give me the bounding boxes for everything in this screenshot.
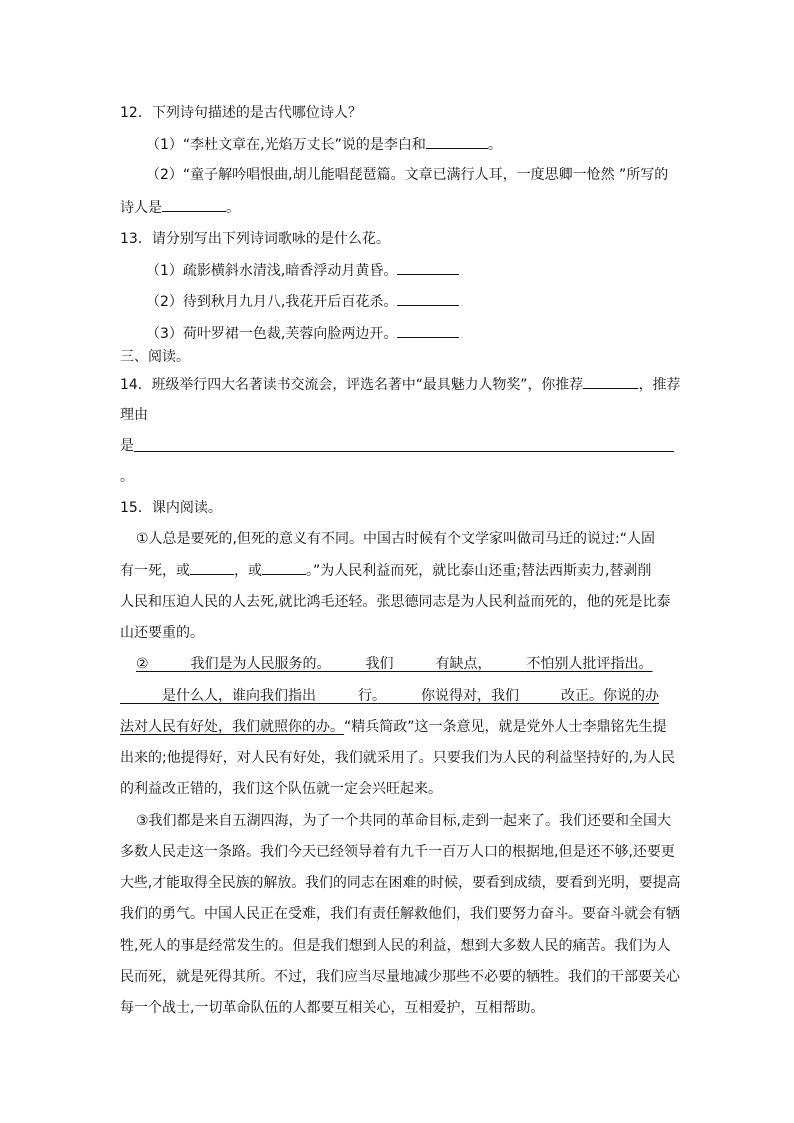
- paragraph1-line: 人民和压迫人民的人去死,就比鸿毛还轻。张思德同志是为人民利益而死的，他的死是比泰: [120, 594, 671, 610]
- q12-sub2: （2）“童子解吟唱恨曲,胡儿能唱琵琶篇。文章已满行人耳，一度思卿一怆然 ”所写的: [146, 167, 669, 183]
- q14-line2: 理由: [120, 407, 148, 423]
- paragraph3-line: 多数人民走这一条路。我们今天已经领导着有九千一百万人口的根据地,但是还不够,还要更: [120, 844, 675, 860]
- q14-line1-end: ，推荐: [638, 377, 681, 393]
- answer-blank[interactable]: [426, 134, 488, 149]
- paragraph2-line-underlined: ② 我们是为人民服务的。 我们 有缺点， 不怕别人批评指出。: [136, 656, 653, 672]
- paragraph3-line: 我们的勇气。中国人民正在受难，我们有责任解救他们，我们要努力奋斗。要奋斗就会有牺: [120, 906, 680, 922]
- answer-blank[interactable]: [262, 560, 306, 575]
- section-heading: 三、阅读。: [120, 349, 190, 365]
- q12-sub1: [146, 134, 502, 155]
- q12-sub2-cont-text: 诗人是: [120, 200, 162, 216]
- paragraph1-line: ①人总是要死的,但死的意义有不同。中国古时候有个文学家叫做司马迁的说过:“人固: [136, 531, 655, 547]
- answer-blank[interactable]: [397, 323, 459, 338]
- q13-sub3: [146, 323, 459, 344]
- q15-title: 15．课内阅读。: [120, 500, 222, 516]
- paragraph2-line: [120, 717, 667, 737]
- p1-text: ，或: [234, 563, 262, 579]
- answer-blank[interactable]: [583, 374, 639, 389]
- paragraph3-line: ③我们都是来自五湖四海，为了一个共同的革命目标,走到一起来了。我们还要和全国大: [136, 813, 671, 829]
- answer-blank[interactable]: [397, 291, 459, 306]
- q14-line1-text: 14．班级举行四大名著读书交流会，评选名著中“最具魅力人物奖”，你推荐: [120, 377, 584, 393]
- q13-sub2-text: （2）待到秋月九月八,我花开后百花杀。: [146, 294, 398, 310]
- paragraph2-line: 出来的;他提得好，对人民有好处，我们就采用了。只要我们为人民的利益坚持好的,为人民: [120, 750, 676, 766]
- paragraph3-line: 民而死，就是死得其所。不过，我们应当尽量地减少那些不必要的牺牲。我们的干部要关心: [120, 969, 680, 985]
- q12-sub1-text: （1）“李杜文章在,光焰万丈长”说的是李白和: [146, 137, 426, 153]
- q12-sub2-cont-end: 。: [226, 200, 240, 216]
- answer-blank[interactable]: [190, 560, 234, 575]
- q12-title: 12．下列诗句描述的是古代哪位诗人？: [120, 105, 362, 121]
- paragraph3-line: 大些,才能取得全民族的解放。我们的同志在困难的时候，要看到成绩，要看到光明，要提高: [120, 875, 681, 891]
- p1-text: 。”为人民利益而死，就比泰山还重;替法西斯卖力,替剥削: [306, 563, 652, 579]
- q12-sub2-cont: [120, 197, 240, 218]
- q13-title: 13．请分别写出下列诗词歌咏的是什么花。: [120, 231, 390, 247]
- q14-line3: 是: [120, 438, 134, 454]
- p2-underlined-text: 法对人民有好处，我们就照你的办。: [120, 719, 344, 735]
- paragraph1-line: 山还要重的。: [120, 625, 204, 641]
- p2-text: “精兵简政”这一条意见，就是党外人士李鼎铭先生提: [344, 719, 667, 735]
- q13-sub1-text: （1）疏影横斜水清浅,暗香浮动月黄昏。: [146, 263, 398, 279]
- answer-blank-long[interactable]: [134, 451, 674, 452]
- paragraph1-line: [120, 560, 651, 581]
- q13-sub2: [146, 291, 459, 312]
- paragraph3-line: 牲,死人的事是经常发生的。但是我们想到人民的利益，想到大多数人民的痛苦。我们为人: [120, 938, 671, 954]
- p1-text: 有一死，或: [120, 563, 190, 579]
- q13-sub3-text: （3）荷叶罗裙一色裁,芙蓉向脸两边开。: [146, 326, 398, 342]
- answer-blank[interactable]: [397, 260, 459, 275]
- paragraph3-line: 每一个战士,一切革命队伍的人都要互相关心，互相爱护，互相帮助。: [120, 1000, 545, 1016]
- paragraph2-line-underlined: 是什么人，谁向我们指出 行。 你说得对，我们 改正。你说的办: [120, 688, 659, 704]
- q13-sub1: [146, 260, 459, 281]
- q14-line4: 。: [120, 469, 134, 485]
- paragraph2-line: 的利益改正错的，我们这个队伍就一定会兴旺起来。: [120, 781, 442, 797]
- q14-line1: [120, 374, 680, 395]
- answer-blank[interactable]: [162, 197, 226, 212]
- q12-sub1-end: 。: [487, 137, 502, 153]
